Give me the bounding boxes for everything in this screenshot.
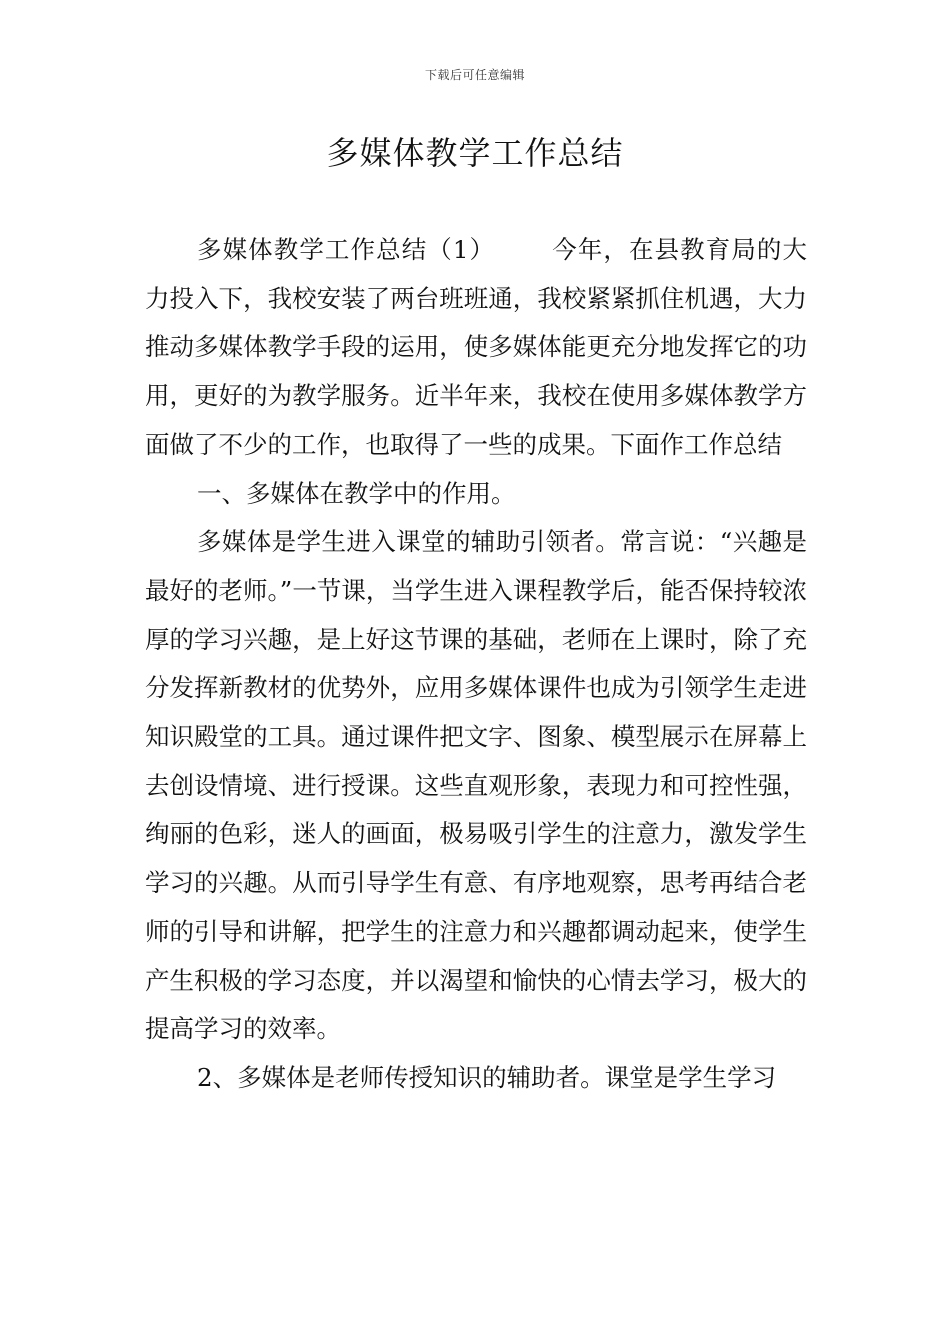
section-heading: 一、多媒体在教学中的作用。 [197,478,516,508]
paragraph-2: 2、多媒体是老师传授知识的辅助者。课堂是学生学习 [197,1062,777,1092]
document-body [145,226,807,1103]
intro-heading: 多媒体教学工作总结（1） [197,235,496,264]
intro-paragraph [145,226,807,470]
intro-text: 今年，在县教育局的大力投入下，我校安装了两台班班通，我校紧紧抓住机遇，大力推动多媒体教学手段的运用，使多媒体能更充分地发挥它的功用，更好的为教学服务。近半年来，我校在使用多媒体教学方面做了不少的工作，也取得了一些的成果。下面作工作总结 [145,235,808,459]
header-note: 下载后可任意编辑 [424,68,525,82]
document-title: 多媒体教学工作总结 [326,134,624,172]
paragraph-1: 多媒体是学生进入课堂的辅助引领者。常言说：“兴趣是最好的老师。”一节课，当学生进入课程教学后，能否保持较浓厚的学习兴趣，是上好这节课的基础，老师在上课时，除了充分发挥新教材的优势外，应用多媒体课件也成为引领学生走进知识殿堂的工具。通过课件把文字、图象、模型展示在屏幕上去创设情境、进行授课。这些直观形象，表现力和可控性强，绚丽的色彩，迷人的画面，极易吸引学生的注意力，激发学生学习的兴趣。从而引导学生有意、有序地观察，思考再结合老师的引导和讲解，把学生的注意力和兴趣都调动起来，使学生产生积极的学习态度，并以渴望和愉快的心情去学习，极大的提高学习的效率。 [145,527,807,1044]
